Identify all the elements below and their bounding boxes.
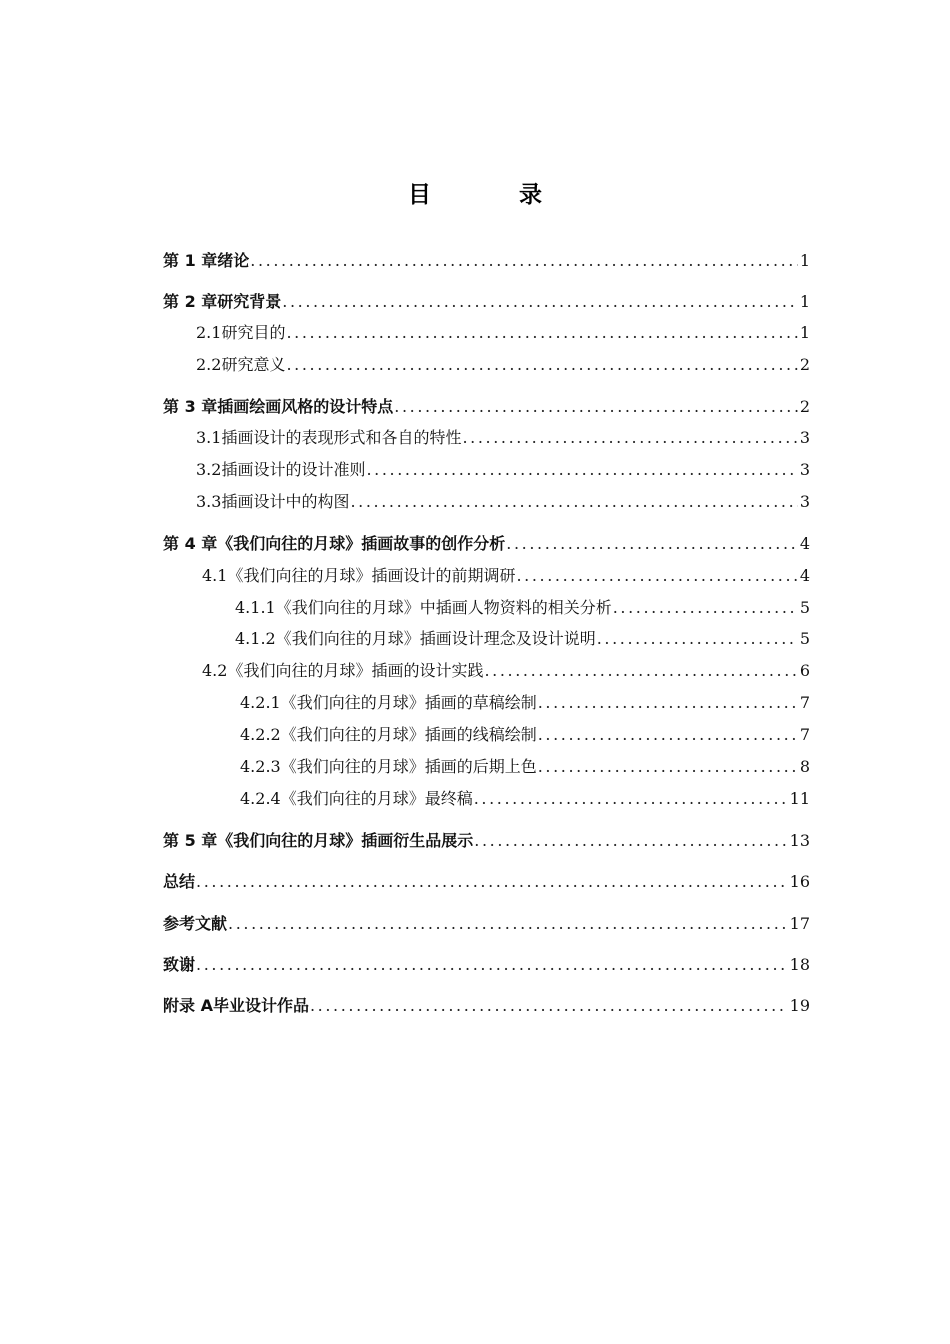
toc-entry-page: 19 <box>789 996 810 1015</box>
toc-entry-label: 《我们向往的月球》插画的设计实践 <box>227 661 484 680</box>
toc-entry-number: 第 4 章 <box>163 534 218 553</box>
dot-leader <box>394 395 798 419</box>
toc-entry-section-4-2-1[interactable] <box>240 691 810 715</box>
toc-entry-number: 4.2.3 <box>240 757 281 776</box>
toc-entry-page: 2 <box>799 355 810 374</box>
toc-entry-acknowledgements[interactable] <box>163 953 810 977</box>
toc-entry-number: 4.2 <box>202 661 228 680</box>
toc-entry-label: 致谢 <box>163 955 196 974</box>
toc-entry-number: 4.1 <box>202 566 228 585</box>
dot-leader <box>538 691 798 715</box>
toc-entry-section-4-2-3[interactable] <box>240 755 810 779</box>
dot-leader <box>506 532 798 556</box>
toc-entry-appendix-a[interactable] <box>163 994 810 1018</box>
dot-leader <box>286 353 797 377</box>
toc-entry-section-4-1[interactable] <box>202 564 810 588</box>
toc-entry-number: 第 5 章 <box>163 831 218 850</box>
toc-entry-references[interactable] <box>163 912 810 936</box>
toc-entry-number: 第 3 章 <box>163 397 218 416</box>
toc-entry-section-4-2-2[interactable] <box>240 723 810 747</box>
toc-entry-label: 《我们向往的月球》插画故事的创作分析 <box>217 534 506 553</box>
toc-entry-page: 5 <box>799 598 810 617</box>
toc-entry-number: 3.1 <box>196 428 222 447</box>
dot-leader <box>538 723 798 747</box>
toc-entry-label: 插画设计的表现形式和各自的特性 <box>221 428 462 447</box>
toc-entry-label: 插画绘画风格的设计特点 <box>217 397 394 416</box>
toc-entry-page: 17 <box>789 914 810 933</box>
dot-leader <box>462 426 797 450</box>
toc-entry-page: 16 <box>789 872 810 891</box>
dot-leader <box>597 627 798 651</box>
toc-title: 目 录 <box>407 181 582 208</box>
toc-entry-label: 总结 <box>163 872 196 891</box>
toc-entry-label: 《我们向往的月球》中插画人物资料的相关分析 <box>275 598 612 617</box>
toc-entry-page: 8 <box>799 757 810 776</box>
toc-entry-label: 《我们向往的月球》插画的线稿绘制 <box>280 725 537 744</box>
toc-entry-section-3-1[interactable] <box>196 426 810 450</box>
dot-leader <box>474 787 788 811</box>
toc-entry-number: 4.2.1 <box>240 693 281 712</box>
toc-entry-number: 附录 A <box>163 996 213 1015</box>
toc-entry-section-2-1[interactable] <box>196 321 810 345</box>
dot-leader <box>484 659 797 683</box>
dot-leader <box>228 912 788 936</box>
toc-entry-page: 4 <box>799 534 810 553</box>
dot-leader <box>613 596 798 620</box>
toc-entry-page: 13 <box>789 831 810 850</box>
dot-leader <box>538 755 798 779</box>
toc-entry-number: 4.1.2 <box>235 629 276 648</box>
toc-entry-number: 3.2 <box>196 460 222 479</box>
toc-entry-page: 3 <box>799 492 810 511</box>
toc-entry-number: 第 1 章 <box>163 251 218 270</box>
toc-entry-section-2-2[interactable] <box>196 353 810 377</box>
toc-entry-section-3-3[interactable] <box>196 490 810 514</box>
toc-entry-label: 《我们向往的月球》最终稿 <box>280 789 473 808</box>
toc-entry-number: 3.3 <box>196 492 222 511</box>
toc-entry-number: 4.2.4 <box>240 789 281 808</box>
toc-entry-chapter-5[interactable] <box>163 829 810 853</box>
toc-entry-page: 5 <box>799 629 810 648</box>
toc-entry-label: 毕业设计作品 <box>212 996 309 1015</box>
dot-leader <box>282 290 798 314</box>
dot-leader <box>286 321 797 345</box>
toc-entry-page: 3 <box>799 460 810 479</box>
toc-entry-page: 1 <box>799 292 810 311</box>
toc-entry-page: 4 <box>799 566 810 585</box>
toc-entry-page: 7 <box>799 725 810 744</box>
dot-leader <box>516 564 797 588</box>
dot-leader <box>250 249 798 273</box>
toc-entry-page: 1 <box>799 251 810 270</box>
toc-entry-number: 4.2.2 <box>240 725 281 744</box>
toc-entry-label: 《我们向往的月球》插画设计理念及设计说明 <box>275 629 596 648</box>
toc-entry-label: 研究背景 <box>217 292 282 311</box>
toc-entry-chapter-4[interactable] <box>163 532 810 556</box>
dot-leader <box>350 490 797 514</box>
toc-entry-page: 3 <box>799 428 810 447</box>
toc-entry-label: 《我们向往的月球》插画的草稿绘制 <box>280 693 537 712</box>
toc-entry-section-4-1-2[interactable] <box>235 627 810 651</box>
toc-entry-chapter-2[interactable] <box>163 290 810 314</box>
toc-entry-label: 《我们向往的月球》插画的后期上色 <box>280 757 537 776</box>
toc-entry-page: 2 <box>799 397 810 416</box>
toc-entry-section-4-2-4[interactable] <box>240 787 810 811</box>
toc-entry-page: 11 <box>789 789 810 808</box>
toc-entry-number: 2.1 <box>196 323 222 342</box>
toc-entry-label: 绪论 <box>217 251 250 270</box>
toc-entry-page: 6 <box>799 661 810 680</box>
toc-entry-section-4-1-1[interactable] <box>235 596 810 620</box>
toc-entry-summary[interactable] <box>163 870 810 894</box>
dot-leader <box>196 953 788 977</box>
dot-leader <box>474 829 787 853</box>
dot-leader <box>196 870 788 894</box>
toc-entry-page: 7 <box>799 693 810 712</box>
toc-entry-chapter-1[interactable] <box>163 249 810 273</box>
toc-entry-number: 4.1.1 <box>235 598 276 617</box>
dot-leader <box>366 458 797 482</box>
toc-entry-page: 18 <box>789 955 810 974</box>
toc-entry-label: 插画设计的设计准则 <box>221 460 366 479</box>
toc-entry-label: 参考文献 <box>163 914 228 933</box>
toc-entry-number: 2.2 <box>196 355 222 374</box>
toc-entry-chapter-3[interactable] <box>163 395 810 419</box>
toc-entry-number: 第 2 章 <box>163 292 218 311</box>
toc-entry-label: 研究目的 <box>221 323 286 342</box>
toc-entry-label: 研究意义 <box>221 355 286 374</box>
dot-leader <box>310 994 788 1018</box>
toc-entry-label: 《我们向往的月球》插画衍生品展示 <box>217 831 474 850</box>
toc-entry-section-4-2[interactable] <box>202 659 810 683</box>
toc-entry-label: 《我们向往的月球》插画设计的前期调研 <box>227 566 516 585</box>
toc-entry-page: 1 <box>799 323 810 342</box>
toc-entry-section-3-2[interactable] <box>196 458 810 482</box>
toc-entry-label: 插画设计中的构图 <box>221 492 350 511</box>
